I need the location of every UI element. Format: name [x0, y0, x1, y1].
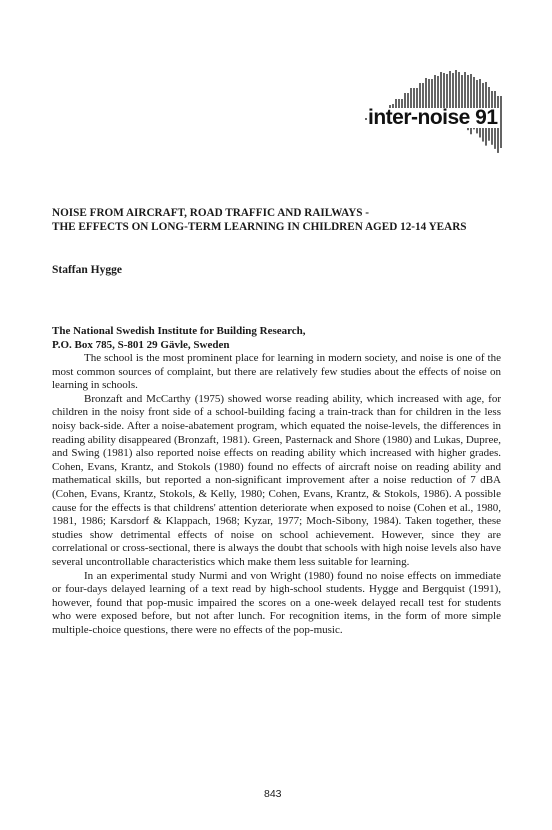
title-line-2: THE EFFECTS ON LONG-TERM LEARNING IN CHILDREN AGED 12-14 YEARS — [52, 221, 467, 233]
page-number: 843 — [264, 788, 282, 800]
author-name: Staffan Hygge — [52, 264, 122, 276]
paragraph-3: In an experimental study Nurmi and von Wright (1980) found no noise effects on immediate or four-days delayed learning of a text read by high-school students. Hygge and Bergquist (1991), however, found that pop-music impaired the scores on a one-week delayed recall test for students who were exposed before, but not after lunch. For recognition items, in the form of more simple multiple-choice questions, there were no effects of the pop-music. — [52, 569, 501, 636]
logo-text: inter-noise 91 — [368, 106, 498, 129]
affiliation-line-2: P.O. Box 785, S-801 29 Gävle, Sweden — [52, 339, 230, 351]
paragraph-2: Bronzaft and McCarthy (1975) showed worse reading ability, which increased with age, for children in the noisy front side of a school-building facing a train-track than for children in the less noisy back-side. After a noise-abatement program, which equated the noise-levels, the differences in reading ability disappeared (Bronzaft, 1981). Green, Pasternack and Shore (1980) and Lukas, Dupree, and Swing (1981) also reported noise effects on reading ability which increased with higher grades. Cohen, Evans, Krantz, and Stokols (1980) found no effects of aircraft noise on reading ability and mathematical skills, but reported a non-significant improvement after a noise reduction of 7 dBA (Cohen, Evans, Krantz, Stokols, & Kelly, 1980; Cohen, Evans, Krantz, & Stokols, 1986). A possible cause for the effects is that childrens' attention deteriorate when exposed to noise (Cohen et al., 1980, 1981, 1986; Karsdorf & Klappach, 1968; Kyzar, 1977; Moch-Sibony, 1984). Taken together, these studies show detrimental effects of noise on school achievement. However, since they are correlational or cross-sectional, there is always the doubt that schools with high noise levels also have several uncontrollable characteristics which make them less suitable for learning. — [52, 392, 501, 568]
paper-title — [52, 206, 512, 234]
title-line-1: NOISE FROM AIRCRAFT, ROAD TRAFFIC AND RAILWAYS - — [52, 207, 370, 219]
body-text — [52, 352, 501, 637]
affiliation — [52, 324, 306, 352]
paragraph-1: The school is the most prominent place for learning in modern society, and noise is one of the most common sources of complaint, but there are relatively few studies about the effects of noise on learning in schools. — [52, 352, 501, 392]
affiliation-line-1: The National Swedish Institute for Building Research, — [52, 325, 306, 337]
